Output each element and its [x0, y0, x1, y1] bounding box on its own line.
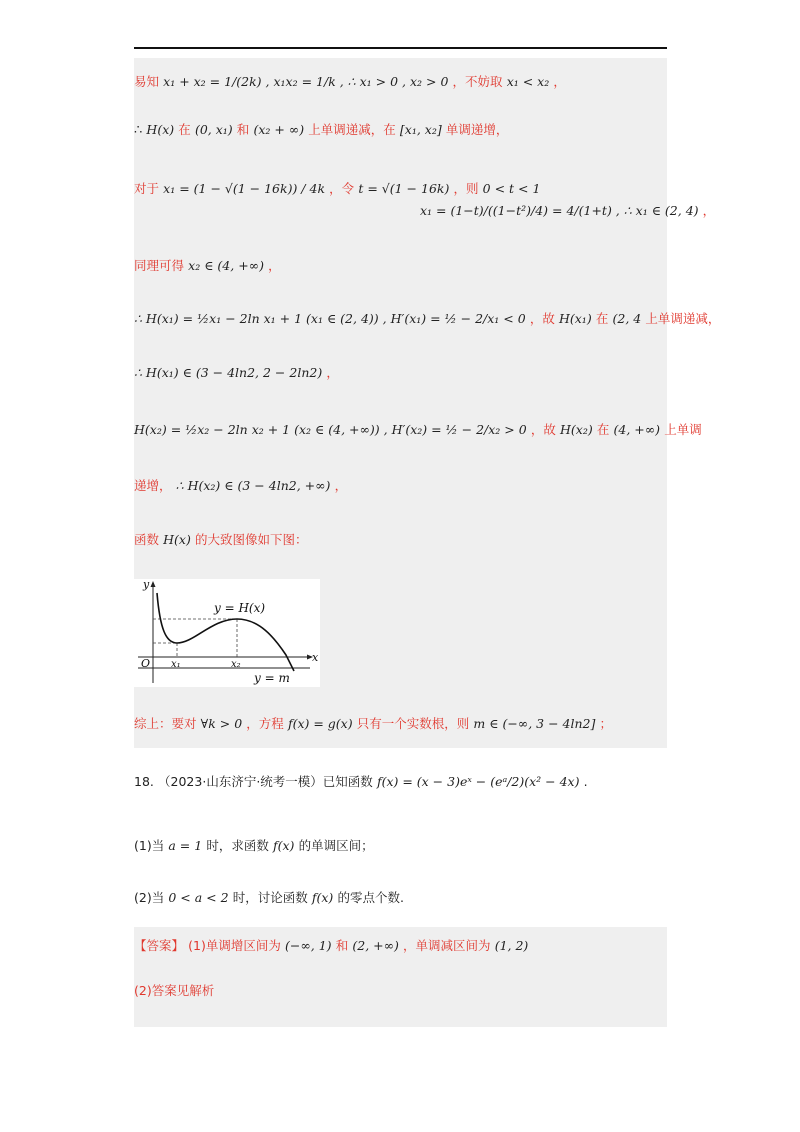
- formula: x₁ = (1 − √(1 − 16k)) / 4k: [163, 181, 326, 196]
- formula: (2, 4: [612, 311, 642, 326]
- formula: (2, +∞): [352, 938, 399, 953]
- formula: 0 < t < 1: [482, 181, 541, 196]
- solution-line-6: [134, 367, 339, 380]
- formula: x₁ + x₂ = 1/(2k) , x₁x₂ = 1/k , ∴ x₁ > 0 , x₂ > 0: [163, 74, 449, 89]
- text: ，令: [329, 181, 355, 196]
- text: 同理可得: [134, 258, 185, 273]
- curve-label: y = H(x): [214, 601, 266, 615]
- text: 上单调: [664, 422, 702, 437]
- text: ，: [268, 258, 281, 273]
- text: 只有一个实数根，则: [356, 716, 470, 731]
- formula: x₁ = (1−t)/((1−t²)/4) = 4/(1+t) , ∴ x₁ ∈ (2, 4): [420, 203, 699, 218]
- text: ，单调减区间为: [403, 938, 491, 953]
- text: 综上：要对: [134, 716, 197, 731]
- text: ，方程: [246, 716, 284, 731]
- text: .: [583, 774, 588, 789]
- solution-line-1: [134, 76, 566, 89]
- formula: ∴ H(x₂) ∈ (3 − 4ln2, +∞): [175, 478, 331, 493]
- solution-line-9: [134, 534, 308, 547]
- text: 递增，: [134, 478, 172, 493]
- text: 在: [595, 311, 609, 326]
- text: ，: [326, 365, 339, 380]
- text: 的单调区间；: [298, 838, 374, 853]
- text: ，故: [530, 422, 556, 437]
- formula: (−∞, 1): [285, 938, 332, 953]
- text: 时，求函数: [206, 838, 269, 853]
- solution-line-8: [134, 480, 347, 493]
- formula: H(x): [163, 532, 191, 547]
- text: 在: [596, 422, 610, 437]
- formula: (4, +∞): [613, 422, 661, 437]
- answer-line-2: [134, 985, 214, 998]
- y-axis-arrow-icon: [151, 581, 156, 587]
- header-rule: [134, 47, 667, 49]
- text: 在: [178, 122, 191, 137]
- question-18-part-2: [134, 892, 404, 905]
- formula: m ∈ (−∞, 3 − 4ln2]: [473, 716, 596, 731]
- formula: f(x) = g(x): [287, 716, 353, 731]
- formula: f(x): [272, 838, 295, 853]
- formula: H(x₂) = ½x₂ − 2ln x₂ + 1 (x₂ ∈ (4, +∞)) , H′(x₂) = ½ − 2/x₂ > 0: [134, 422, 527, 437]
- formula: (0, x₁): [194, 122, 233, 137]
- answer-tag: 【答案】: [134, 938, 185, 953]
- solution-line-3b: [420, 205, 715, 218]
- text: ，不妨取: [452, 74, 503, 89]
- origin-label: O: [141, 657, 151, 670]
- text: 单调递增，: [445, 122, 509, 137]
- text: 易知: [134, 74, 160, 89]
- solution-line-7: [134, 424, 702, 437]
- text: ，: [553, 74, 566, 89]
- formula: ∀k > 0: [200, 716, 243, 731]
- text: ，故: [529, 311, 555, 326]
- text: 函数: [134, 532, 160, 547]
- formula: f(x) = (x − 3)eˣ − (eᵃ/2)(x² − 4x): [376, 774, 580, 789]
- text: 和: [335, 938, 349, 953]
- text: ，: [702, 203, 716, 218]
- text: (2)当: [134, 890, 165, 905]
- function-graph: [134, 579, 320, 687]
- formula: H(x₁): [558, 311, 592, 326]
- y-axis-label: y: [143, 579, 150, 591]
- text: 上单调递减，在: [308, 122, 396, 137]
- formula: [x₁, x₂]: [399, 122, 442, 137]
- formula: ∴ H(x₁) = ½x₁ − 2ln x₁ + 1 (x₁ ∈ (2, 4)) , H′(x₁) = ½ − 2/x₁ < 0: [134, 311, 526, 326]
- question-18-stem: [134, 776, 588, 789]
- graph-svg: [134, 579, 320, 687]
- formula: x₂ ∈ (4, +∞): [188, 258, 264, 273]
- text: 对于: [134, 181, 160, 196]
- formula: H(x): [146, 122, 175, 137]
- solution-line-2: [134, 124, 508, 137]
- formula: H(x₂): [560, 422, 593, 437]
- solution-line-3: [134, 183, 540, 196]
- formula: ∴ H(x₁) ∈ (3 − 4ln2, 2 − 2ln2): [134, 365, 323, 380]
- text: 的大致图像如下图：: [195, 532, 308, 547]
- question-number: 18.: [134, 774, 154, 789]
- question-source: （2023·山东济宁·统考一模）已知函数: [158, 774, 373, 789]
- text: ，则: [453, 181, 479, 196]
- text: (1)当: [134, 838, 165, 853]
- text: 时，讨论函数: [232, 890, 308, 905]
- formula: (1, 2): [494, 938, 529, 953]
- text: ；: [599, 716, 613, 731]
- formula: f(x): [311, 890, 334, 905]
- therefore-symbol: ∴: [134, 123, 143, 138]
- text: (2)答案见解析: [134, 983, 215, 998]
- answer-line-1: [134, 940, 528, 953]
- question-18-part-1: [134, 840, 374, 853]
- formula: (x₂ + ∞): [253, 122, 305, 137]
- text: (1)单调增区间为: [188, 938, 281, 953]
- solution-line-4: [134, 260, 281, 273]
- formula: 0 < a < 2: [168, 890, 229, 905]
- text: 和: [236, 122, 250, 137]
- formula: t = √(1 − 16k): [358, 181, 450, 196]
- x1-label: x₁: [171, 659, 181, 670]
- line-m-label: y = m: [254, 671, 290, 685]
- text: ，: [334, 478, 348, 493]
- solution-conclusion: [134, 718, 612, 731]
- text: 上单调递减，: [645, 311, 721, 326]
- solution-line-5: [134, 313, 720, 326]
- text: 的零点个数.: [337, 890, 404, 905]
- formula: x₁ < x₂: [506, 74, 550, 89]
- x-axis-label: x: [312, 651, 319, 664]
- x2-label: x₂: [231, 659, 241, 670]
- formula: a = 1: [168, 838, 203, 853]
